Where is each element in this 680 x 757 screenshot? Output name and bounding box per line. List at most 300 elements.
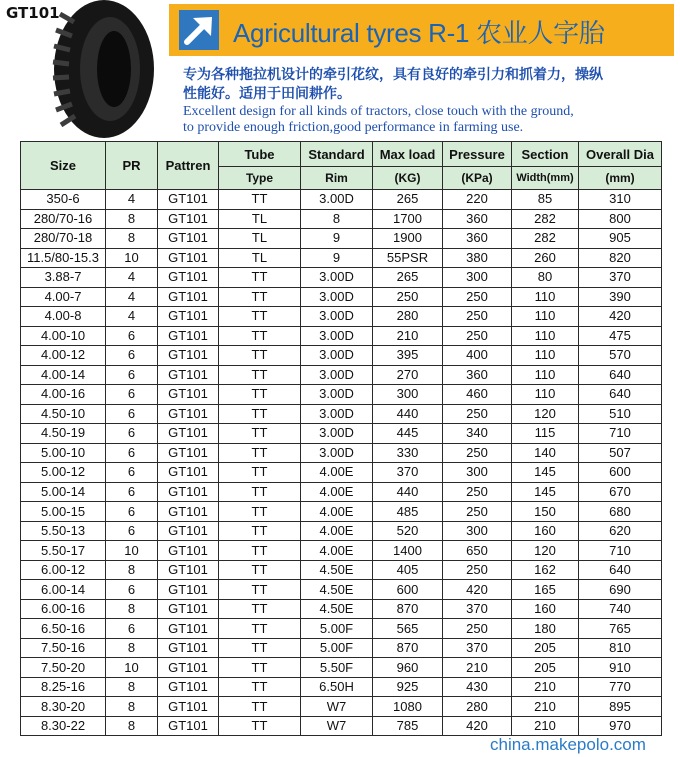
col-header-size: Size xyxy=(21,142,106,190)
cell-overall-dia: 390 xyxy=(579,287,662,307)
cell-overall-dia: 710 xyxy=(579,424,662,444)
cell-tube-type: TT xyxy=(219,346,301,366)
cell-size: 7.50-16 xyxy=(21,638,106,658)
cell-overall-dia: 420 xyxy=(579,307,662,327)
cell-section-width: 180 xyxy=(512,619,579,639)
cell-pressure: 460 xyxy=(443,385,512,405)
cell-max-load: 265 xyxy=(373,190,443,210)
cell-pr: 6 xyxy=(106,502,158,522)
col-subheader-kg: (KG) xyxy=(373,167,443,190)
table-row xyxy=(21,619,662,639)
cell-pr: 6 xyxy=(106,385,158,405)
cell-max-load: 300 xyxy=(373,385,443,405)
col-header-tube: Tube xyxy=(219,142,301,167)
cell-size: 4.50-10 xyxy=(21,404,106,424)
table-row xyxy=(21,190,662,210)
cell-pr: 8 xyxy=(106,716,158,736)
cell-size: 7.50-20 xyxy=(21,658,106,678)
cell-rim: 4.00E xyxy=(301,502,373,522)
col-header-section: Section xyxy=(512,142,579,167)
col-subheader-mm: (mm) xyxy=(579,167,662,190)
cell-max-load: 1900 xyxy=(373,229,443,249)
cell-rim: 9 xyxy=(301,229,373,249)
cell-tube-type: TL xyxy=(219,229,301,249)
cell-rim: 3.00D xyxy=(301,404,373,424)
cell-size: 5.00-14 xyxy=(21,482,106,502)
cell-rim: 4.00E xyxy=(301,463,373,483)
cell-size: 8.30-22 xyxy=(21,716,106,736)
cell-pressure: 420 xyxy=(443,716,512,736)
tractor-tire-image xyxy=(44,0,162,138)
cell-section-width: 160 xyxy=(512,521,579,541)
cell-pressure: 380 xyxy=(443,248,512,268)
cell-tube-type: TT xyxy=(219,677,301,697)
cell-max-load: 485 xyxy=(373,502,443,522)
cell-overall-dia: 820 xyxy=(579,248,662,268)
cell-section-width: 165 xyxy=(512,580,579,600)
col-subheader-rim: Rim xyxy=(301,167,373,190)
cell-section-width: 120 xyxy=(512,541,579,561)
cell-tube-type: TT xyxy=(219,638,301,658)
cell-pr: 8 xyxy=(106,638,158,658)
cell-size: 280/70-16 xyxy=(21,209,106,229)
col-subheader-width-mm: Width(mm) xyxy=(512,167,579,190)
cell-size: 5.50-17 xyxy=(21,541,106,561)
col-header-standard: Standard xyxy=(301,142,373,167)
cell-overall-dia: 810 xyxy=(579,638,662,658)
cell-pattern: GT101 xyxy=(158,463,219,483)
col-header-overall-dia: Overall Dia xyxy=(579,142,662,167)
cell-section-width: 145 xyxy=(512,482,579,502)
english-description-line-1: Excellent design for all kinds of tractors, close touch with the ground, xyxy=(183,104,574,119)
cell-pressure: 400 xyxy=(443,346,512,366)
cell-size: 5.00-10 xyxy=(21,443,106,463)
cell-pr: 8 xyxy=(106,697,158,717)
cell-pr: 8 xyxy=(106,209,158,229)
cell-section-width: 282 xyxy=(512,229,579,249)
cell-tube-type: TT xyxy=(219,463,301,483)
cell-tube-type: TL xyxy=(219,248,301,268)
cell-pattern: GT101 xyxy=(158,677,219,697)
cell-pressure: 210 xyxy=(443,658,512,678)
cell-size: 3.88-7 xyxy=(21,268,106,288)
cell-size: 8.30-20 xyxy=(21,697,106,717)
cell-max-load: 1700 xyxy=(373,209,443,229)
cell-pattern: GT101 xyxy=(158,307,219,327)
cell-pressure: 370 xyxy=(443,638,512,658)
cell-size: 8.25-16 xyxy=(21,677,106,697)
cell-overall-dia: 640 xyxy=(579,365,662,385)
cell-pattern: GT101 xyxy=(158,346,219,366)
cell-max-load: 870 xyxy=(373,599,443,619)
cell-size: 6.00-14 xyxy=(21,580,106,600)
cell-section-width: 145 xyxy=(512,463,579,483)
table-row xyxy=(21,209,662,229)
cell-section-width: 162 xyxy=(512,560,579,580)
cell-tube-type: TT xyxy=(219,482,301,502)
cell-section-width: 110 xyxy=(512,307,579,327)
cell-max-load: 270 xyxy=(373,365,443,385)
table-row xyxy=(21,287,662,307)
cell-rim: 3.00D xyxy=(301,268,373,288)
cell-pattern: GT101 xyxy=(158,209,219,229)
cell-section-width: 205 xyxy=(512,658,579,678)
cell-overall-dia: 600 xyxy=(579,463,662,483)
cell-rim: 3.00D xyxy=(301,365,373,385)
cell-pattern: GT101 xyxy=(158,560,219,580)
cell-pr: 6 xyxy=(106,424,158,444)
cell-size: 5.50-13 xyxy=(21,521,106,541)
cell-pattern: GT101 xyxy=(158,697,219,717)
cell-rim: 4.50E xyxy=(301,560,373,580)
cell-section-width: 115 xyxy=(512,424,579,444)
cell-pressure: 220 xyxy=(443,190,512,210)
table-row xyxy=(21,443,662,463)
cell-max-load: 565 xyxy=(373,619,443,639)
col-header-pattern: Pattren xyxy=(158,142,219,190)
cell-pr: 8 xyxy=(106,599,158,619)
cell-pr: 4 xyxy=(106,307,158,327)
cell-pr: 4 xyxy=(106,287,158,307)
cell-pattern: GT101 xyxy=(158,541,219,561)
cell-tube-type: TT xyxy=(219,268,301,288)
cell-rim: 3.00D xyxy=(301,443,373,463)
cell-pressure: 250 xyxy=(443,404,512,424)
cell-rim: 4.50E xyxy=(301,580,373,600)
cell-size: 5.00-15 xyxy=(21,502,106,522)
table-row xyxy=(21,658,662,678)
cell-size: 6.50-16 xyxy=(21,619,106,639)
cell-rim: W7 xyxy=(301,697,373,717)
table-row xyxy=(21,385,662,405)
cell-section-width: 260 xyxy=(512,248,579,268)
cell-size: 11.5/80-15.3 xyxy=(21,248,106,268)
cell-pattern: GT101 xyxy=(158,638,219,658)
table-row xyxy=(21,580,662,600)
cell-pr: 6 xyxy=(106,404,158,424)
cell-pr: 6 xyxy=(106,463,158,483)
cell-overall-dia: 640 xyxy=(579,385,662,405)
cell-rim: 3.00D xyxy=(301,385,373,405)
cell-tube-type: TT xyxy=(219,580,301,600)
cell-max-load: 440 xyxy=(373,404,443,424)
cell-size: 4.00-7 xyxy=(21,287,106,307)
table-row xyxy=(21,599,662,619)
cell-overall-dia: 800 xyxy=(579,209,662,229)
cell-tube-type: TT xyxy=(219,404,301,424)
table-body xyxy=(21,190,662,736)
cell-section-width: 140 xyxy=(512,443,579,463)
cell-tube-type: TT xyxy=(219,541,301,561)
cell-pattern: GT101 xyxy=(158,229,219,249)
col-header-pr: PR xyxy=(106,142,158,190)
cell-tube-type: TT xyxy=(219,287,301,307)
cell-rim: 5.50F xyxy=(301,658,373,678)
cell-tube-type: TL xyxy=(219,209,301,229)
cell-pattern: GT101 xyxy=(158,658,219,678)
cell-pressure: 300 xyxy=(443,463,512,483)
cell-overall-dia: 570 xyxy=(579,346,662,366)
cell-pr: 6 xyxy=(106,346,158,366)
cell-pr: 10 xyxy=(106,658,158,678)
cell-overall-dia: 690 xyxy=(579,580,662,600)
cell-size: 4.00-16 xyxy=(21,385,106,405)
cell-max-load: 925 xyxy=(373,677,443,697)
cell-pressure: 360 xyxy=(443,229,512,249)
cell-rim: 3.00D xyxy=(301,287,373,307)
table-row xyxy=(21,521,662,541)
cell-overall-dia: 895 xyxy=(579,697,662,717)
cell-pattern: GT101 xyxy=(158,443,219,463)
cell-section-width: 120 xyxy=(512,404,579,424)
tyre-spec-table xyxy=(20,141,662,736)
cell-tube-type: TT xyxy=(219,697,301,717)
table-row xyxy=(21,268,662,288)
table-row xyxy=(21,638,662,658)
cell-pattern: GT101 xyxy=(158,502,219,522)
cell-pattern: GT101 xyxy=(158,599,219,619)
table-row xyxy=(21,463,662,483)
cell-max-load: 210 xyxy=(373,326,443,346)
cell-rim: 8 xyxy=(301,209,373,229)
cell-pressure: 250 xyxy=(443,482,512,502)
cell-tube-type: TT xyxy=(219,424,301,444)
cell-pattern: GT101 xyxy=(158,716,219,736)
cell-section-width: 110 xyxy=(512,346,579,366)
cell-rim: 4.50E xyxy=(301,599,373,619)
cell-pressure: 370 xyxy=(443,599,512,619)
cell-rim: 9 xyxy=(301,248,373,268)
cell-pattern: GT101 xyxy=(158,424,219,444)
cell-pattern: GT101 xyxy=(158,385,219,405)
table-row xyxy=(21,716,662,736)
cell-pressure: 650 xyxy=(443,541,512,561)
cell-overall-dia: 910 xyxy=(579,658,662,678)
cell-max-load: 1400 xyxy=(373,541,443,561)
cell-max-load: 395 xyxy=(373,346,443,366)
cell-rim: 3.00D xyxy=(301,190,373,210)
cell-tube-type: TT xyxy=(219,619,301,639)
chinese-description: 专为各种拖拉机设计的牵引花纹，具有良好的牵引力和抓着力，操纵性能好。适用于田间耕作。 xyxy=(183,67,603,102)
title-banner xyxy=(169,4,674,56)
cell-overall-dia: 475 xyxy=(579,326,662,346)
cell-pr: 6 xyxy=(106,580,158,600)
cell-pressure: 250 xyxy=(443,443,512,463)
cell-pr: 10 xyxy=(106,541,158,561)
cell-tube-type: TT xyxy=(219,443,301,463)
cell-rim: 4.00E xyxy=(301,541,373,561)
cell-overall-dia: 507 xyxy=(579,443,662,463)
cell-max-load: 250 xyxy=(373,287,443,307)
col-header-max-load: Max load xyxy=(373,142,443,167)
cell-pattern: GT101 xyxy=(158,190,219,210)
cell-overall-dia: 710 xyxy=(579,541,662,561)
cell-section-width: 110 xyxy=(512,326,579,346)
cell-tube-type: TT xyxy=(219,560,301,580)
table-row xyxy=(21,424,662,444)
cell-rim: 4.00E xyxy=(301,482,373,502)
cell-rim: 5.00F xyxy=(301,638,373,658)
cell-pr: 6 xyxy=(106,443,158,463)
cell-tube-type: TT xyxy=(219,658,301,678)
cell-max-load: 1080 xyxy=(373,697,443,717)
cell-pattern: GT101 xyxy=(158,365,219,385)
table-row xyxy=(21,307,662,327)
cell-pattern: GT101 xyxy=(158,326,219,346)
page-title: Agricultural tyres R-1 农业人字胎 xyxy=(233,18,605,48)
cell-pressure: 360 xyxy=(443,209,512,229)
cell-tube-type: TT xyxy=(219,521,301,541)
cell-rim: 3.00D xyxy=(301,346,373,366)
cell-size: 4.50-19 xyxy=(21,424,106,444)
col-header-pressure: Pressure xyxy=(443,142,512,167)
cell-pr: 4 xyxy=(106,268,158,288)
cell-tube-type: TT xyxy=(219,599,301,619)
cell-size: 280/70-18 xyxy=(21,229,106,249)
cell-section-width: 205 xyxy=(512,638,579,658)
cell-pr: 6 xyxy=(106,482,158,502)
cell-max-load: 520 xyxy=(373,521,443,541)
cell-size: 6.00-16 xyxy=(21,599,106,619)
cell-pattern: GT101 xyxy=(158,404,219,424)
cell-pattern: GT101 xyxy=(158,580,219,600)
cell-pressure: 250 xyxy=(443,502,512,522)
cell-pressure: 250 xyxy=(443,287,512,307)
cell-section-width: 110 xyxy=(512,365,579,385)
cell-section-width: 150 xyxy=(512,502,579,522)
cell-size: 6.00-12 xyxy=(21,560,106,580)
cell-max-load: 600 xyxy=(373,580,443,600)
cell-rim: 6.50H xyxy=(301,677,373,697)
cell-tube-type: TT xyxy=(219,365,301,385)
cell-size: 4.00-8 xyxy=(21,307,106,327)
cell-max-load: 445 xyxy=(373,424,443,444)
table-row xyxy=(21,326,662,346)
table-row xyxy=(21,541,662,561)
cell-section-width: 85 xyxy=(512,190,579,210)
cell-max-load: 330 xyxy=(373,443,443,463)
cell-section-width: 110 xyxy=(512,385,579,405)
cell-section-width: 160 xyxy=(512,599,579,619)
cell-section-width: 210 xyxy=(512,697,579,717)
cell-pressure: 300 xyxy=(443,521,512,541)
cell-tube-type: TT xyxy=(219,190,301,210)
cell-max-load: 265 xyxy=(373,268,443,288)
table-row xyxy=(21,229,662,249)
cell-pressure: 430 xyxy=(443,677,512,697)
cell-tube-type: TT xyxy=(219,502,301,522)
cell-max-load: 405 xyxy=(373,560,443,580)
cell-pressure: 250 xyxy=(443,619,512,639)
cell-overall-dia: 310 xyxy=(579,190,662,210)
table-row xyxy=(21,482,662,502)
cell-rim: 3.00D xyxy=(301,307,373,327)
cell-size: 5.00-12 xyxy=(21,463,106,483)
cell-rim: 5.00F xyxy=(301,619,373,639)
cell-section-width: 80 xyxy=(512,268,579,288)
cell-overall-dia: 510 xyxy=(579,404,662,424)
cell-tube-type: TT xyxy=(219,326,301,346)
cell-pressure: 280 xyxy=(443,697,512,717)
cell-pr: 6 xyxy=(106,521,158,541)
col-subheader-kpa: (KPa) xyxy=(443,167,512,190)
cell-overall-dia: 640 xyxy=(579,560,662,580)
cell-pressure: 300 xyxy=(443,268,512,288)
table-row xyxy=(21,502,662,522)
cell-pressure: 360 xyxy=(443,365,512,385)
cell-pr: 8 xyxy=(106,677,158,697)
cell-pattern: GT101 xyxy=(158,619,219,639)
table-row xyxy=(21,365,662,385)
cell-pr: 8 xyxy=(106,560,158,580)
cell-overall-dia: 740 xyxy=(579,599,662,619)
cell-pr: 6 xyxy=(106,365,158,385)
cell-pressure: 420 xyxy=(443,580,512,600)
cell-section-width: 282 xyxy=(512,209,579,229)
cell-overall-dia: 680 xyxy=(579,502,662,522)
table-row xyxy=(21,697,662,717)
table-row xyxy=(21,677,662,697)
watermark: china.makepolo.com xyxy=(490,735,646,754)
model-label: GT101 xyxy=(6,4,60,22)
cell-max-load: 55PSR xyxy=(373,248,443,268)
cell-size: 4.00-10 xyxy=(21,326,106,346)
cell-overall-dia: 770 xyxy=(579,677,662,697)
cell-overall-dia: 765 xyxy=(579,619,662,639)
cell-pr: 8 xyxy=(106,229,158,249)
english-description-line-2: to provide enough friction,good performance in farming use. xyxy=(183,120,524,135)
table-row xyxy=(21,346,662,366)
cell-rim: 3.00D xyxy=(301,424,373,444)
cell-section-width: 210 xyxy=(512,677,579,697)
cell-tube-type: TT xyxy=(219,716,301,736)
table-row xyxy=(21,248,662,268)
cell-rim: 4.00E xyxy=(301,521,373,541)
cell-pressure: 340 xyxy=(443,424,512,444)
cell-rim: 3.00D xyxy=(301,326,373,346)
cell-pr: 6 xyxy=(106,619,158,639)
cell-pr: 6 xyxy=(106,326,158,346)
table-row xyxy=(21,404,662,424)
cell-pr: 10 xyxy=(106,248,158,268)
cell-tube-type: TT xyxy=(219,307,301,327)
cell-section-width: 110 xyxy=(512,287,579,307)
cell-pr: 4 xyxy=(106,190,158,210)
cell-max-load: 785 xyxy=(373,716,443,736)
cell-pressure: 250 xyxy=(443,560,512,580)
cell-overall-dia: 970 xyxy=(579,716,662,736)
cell-pressure: 250 xyxy=(443,307,512,327)
english-description xyxy=(183,104,663,136)
col-subheader-type: Type xyxy=(219,167,301,190)
cell-pattern: GT101 xyxy=(158,482,219,502)
cell-size: 4.00-12 xyxy=(21,346,106,366)
cell-overall-dia: 670 xyxy=(579,482,662,502)
cell-size: 350-6 xyxy=(21,190,106,210)
cell-pattern: GT101 xyxy=(158,287,219,307)
cell-max-load: 870 xyxy=(373,638,443,658)
cell-pattern: GT101 xyxy=(158,248,219,268)
cell-max-load: 280 xyxy=(373,307,443,327)
cell-max-load: 960 xyxy=(373,658,443,678)
cell-overall-dia: 620 xyxy=(579,521,662,541)
cell-section-width: 210 xyxy=(512,716,579,736)
cell-pattern: GT101 xyxy=(158,521,219,541)
cell-tube-type: TT xyxy=(219,385,301,405)
table-row xyxy=(21,560,662,580)
arrow-up-right-icon xyxy=(179,10,219,50)
cell-pressure: 250 xyxy=(443,326,512,346)
